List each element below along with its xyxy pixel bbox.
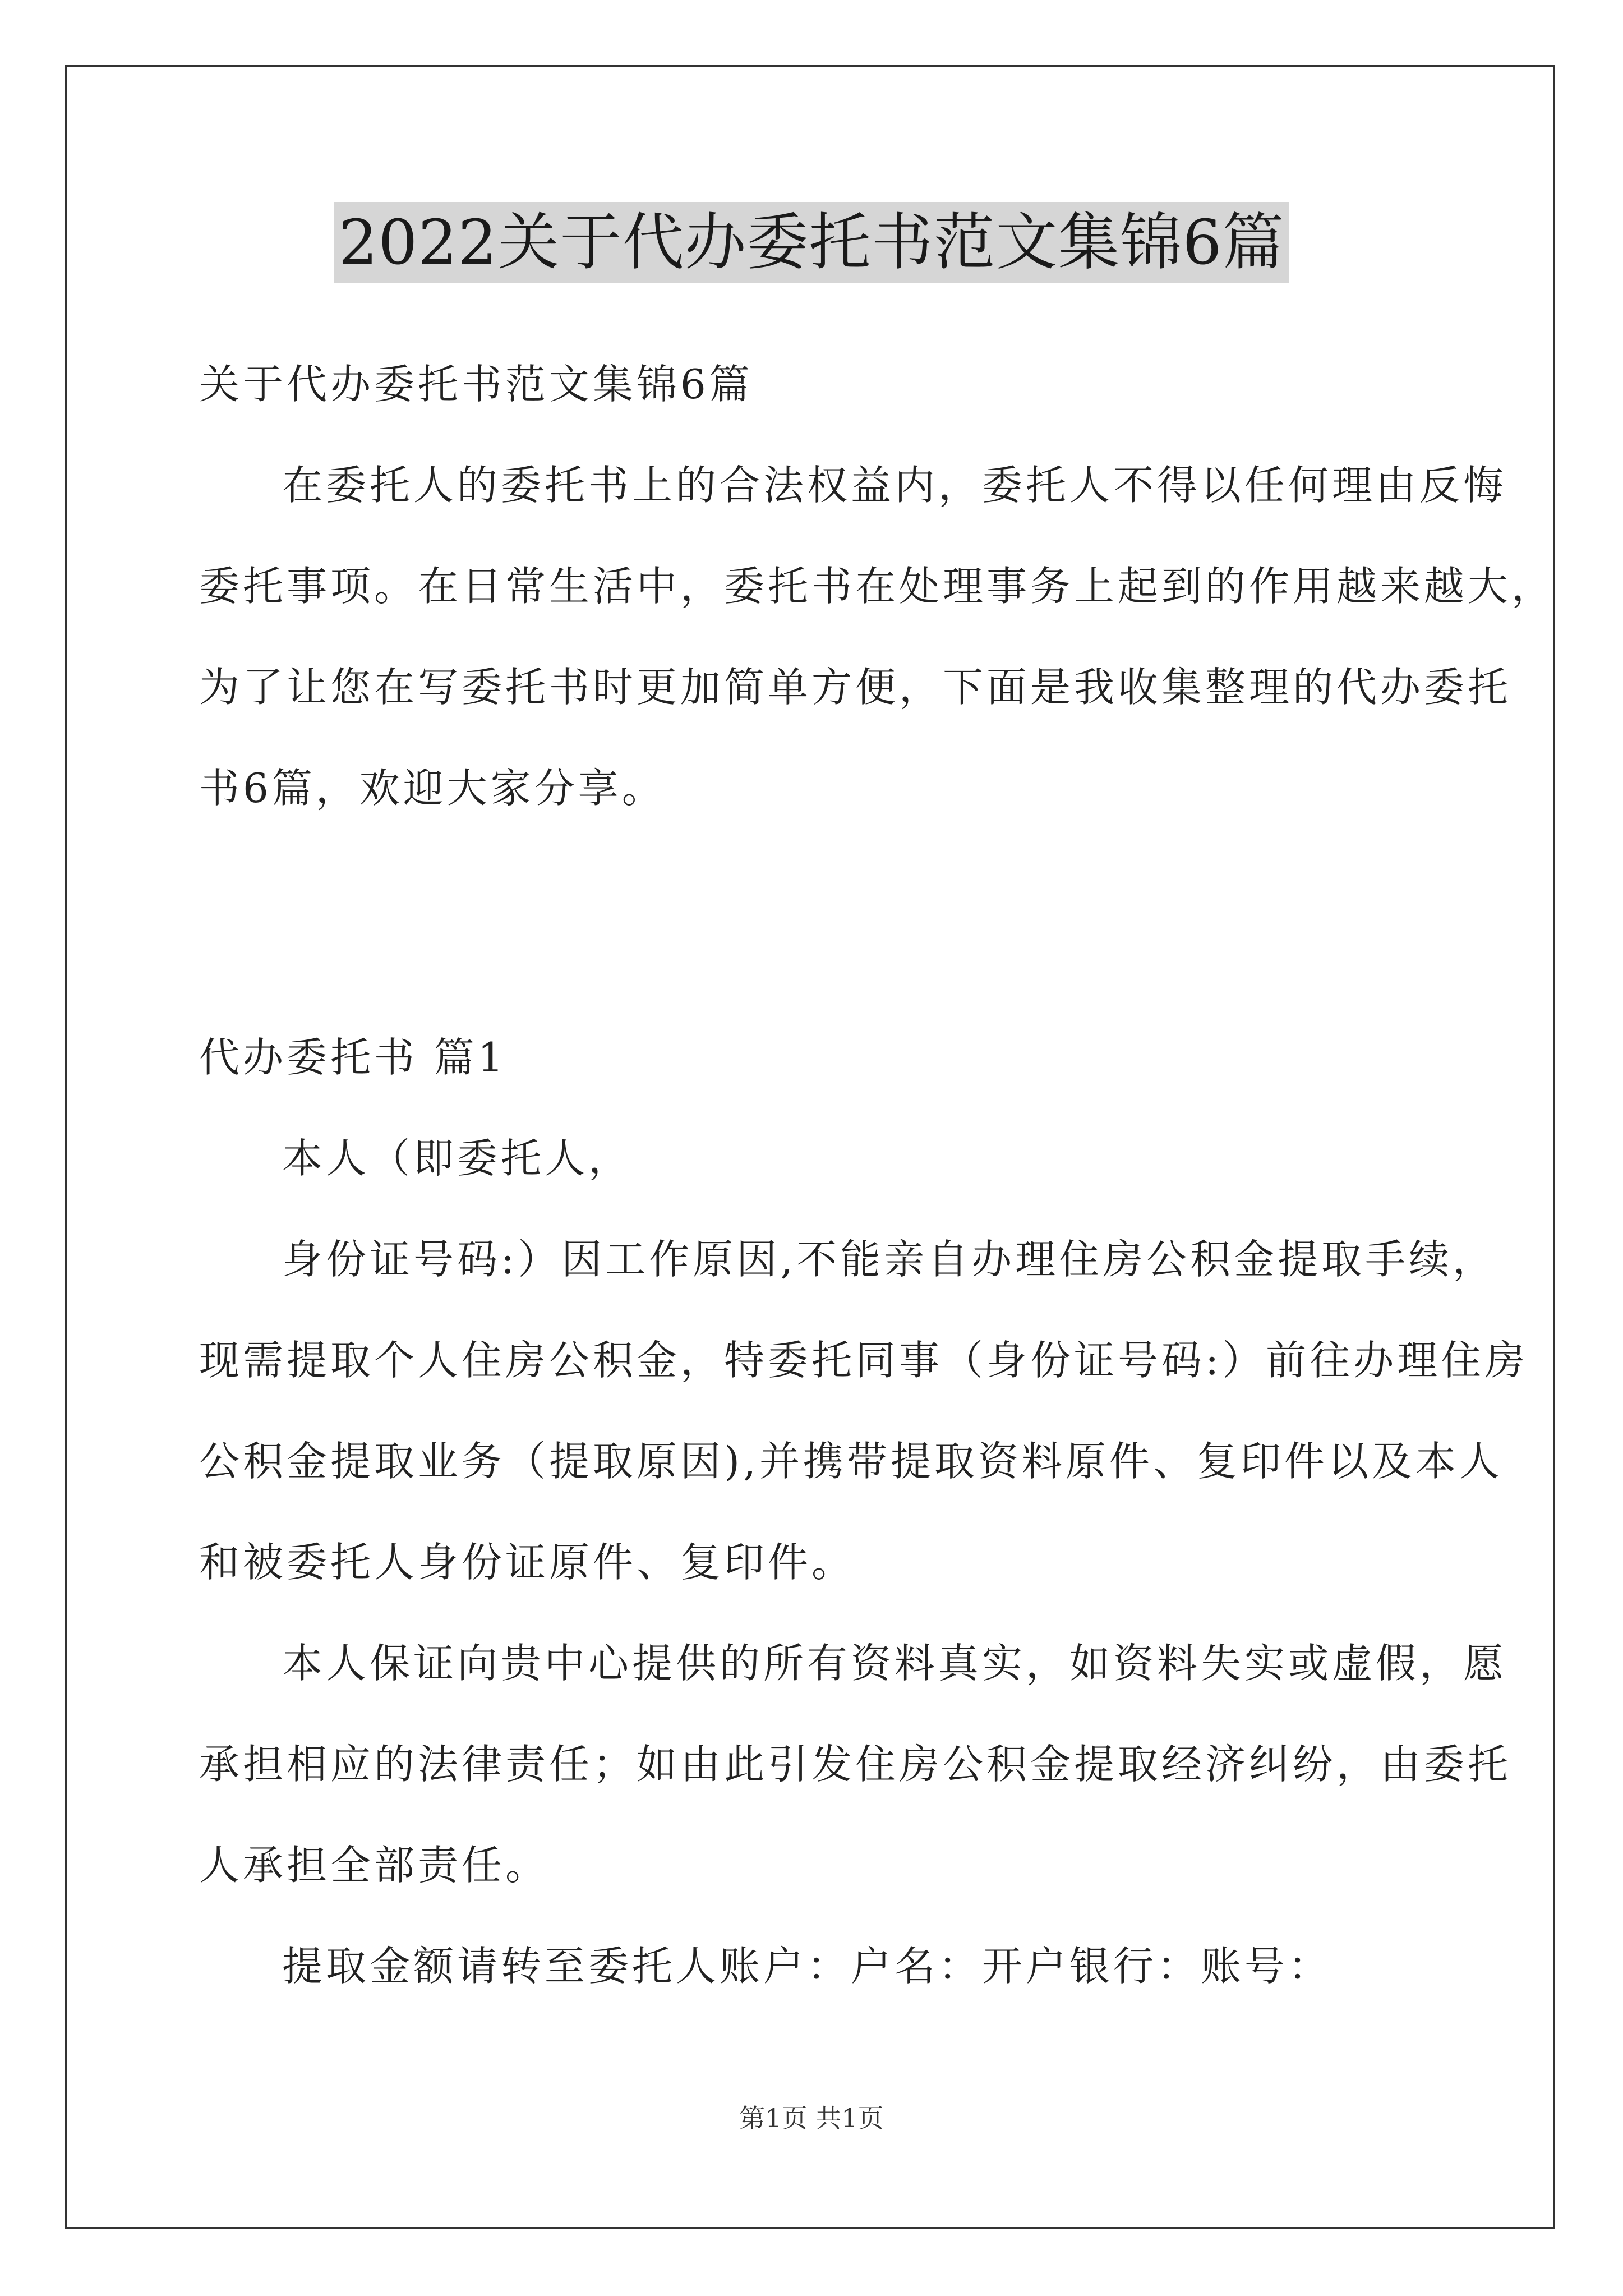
section-heading: 代办委托书 篇1	[199, 1034, 507, 1081]
section-paragraph-4	[199, 1916, 1433, 2017]
intro-line-4: 书6篇，欢迎大家分享。	[199, 765, 666, 812]
section-paragraph-1	[199, 1108, 1433, 1209]
intro-paragraph	[199, 435, 1556, 839]
intro-line-3: 为了让您在写委托书时更加简单方便，下面是我收集整理的代办委托	[199, 664, 1512, 711]
paragraph-3-line-3: 人承担全部责任。	[199, 1842, 550, 1889]
paragraph-2-line-2: 现需提取个人住房公积金，特委托同事（身份证号码:）前往办理住房	[199, 1337, 1529, 1384]
paragraph-3-line-2: 承担相应的法律责任；如由此引发住房公积金提取经济纠纷，由委托	[199, 1741, 1512, 1788]
document-title: 2022关于代办委托书范文集锦6篇	[334, 202, 1289, 283]
page-footer: 第1页 共1页	[739, 2103, 884, 2133]
intro-line-2: 委托事项。在日常生活中，委托书在处理事务上起到的作用越来越大，	[199, 563, 1556, 610]
paragraph-2-line-3: 公积金提取业务（提取原因),并携带提取资料原件、复印件以及本人	[199, 1438, 1503, 1485]
intro-line-1: 在委托人的委托书上的合法权益内，委托人不得以任何理由反悔	[282, 462, 1507, 509]
paragraph-3-line-1: 本人保证向贵中心提供的所有资料真实，如资料失实或虚假，愿	[282, 1640, 1507, 1687]
document-subtitle: 关于代办委托书范文集锦6篇	[199, 361, 753, 408]
paragraph-1-line: 本人（即委托人，	[282, 1135, 633, 1182]
section-paragraph-3	[199, 1613, 1512, 1916]
paragraph-2-line-4: 和被委托人身份证原件、复印件。	[199, 1539, 856, 1586]
title-container	[0, 202, 1623, 283]
paragraph-4-line: 提取金额请转至委托人账户：户名：开户银行：账号：	[282, 1943, 1332, 1990]
paragraph-2-line-1: 身份证号码:）因工作原因,不能亲自办理住房公积金提取手续，	[282, 1236, 1497, 1283]
section-paragraph-2	[199, 1209, 1529, 1613]
